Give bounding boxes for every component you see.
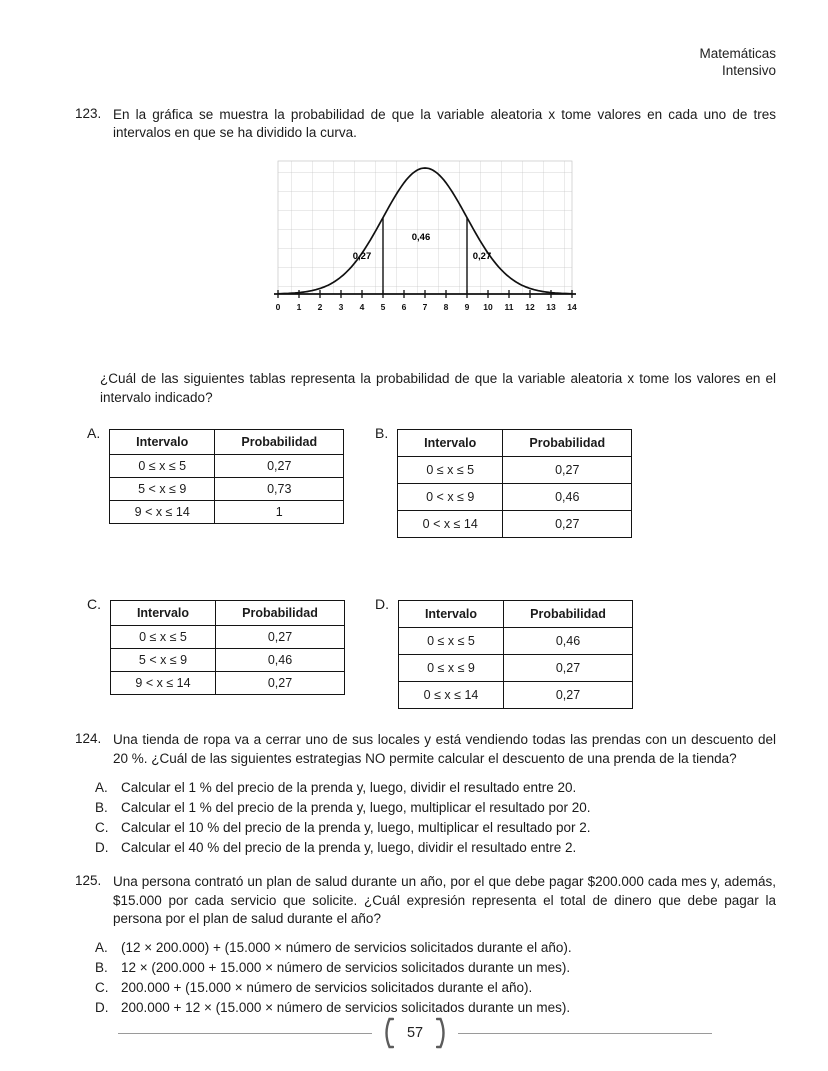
option-a-label: A. (95, 940, 108, 955)
q123-option-a (87, 423, 375, 538)
probability-cell: 0,27 (216, 672, 345, 695)
table-row (111, 626, 345, 649)
svg-text:1: 1 (296, 302, 301, 312)
interval-cell: 0 ≤ x ≤ 5 (111, 626, 216, 649)
q125-option-a (95, 938, 776, 957)
q125-option-c (95, 978, 776, 997)
interval-cell: 0 ≤ x ≤ 14 (399, 682, 504, 709)
option-b-label: B. (95, 799, 108, 815)
table-header-row (111, 601, 345, 626)
col-header-intervalo: Intervalo (110, 430, 215, 455)
probability-cell: 0,46 (504, 628, 633, 655)
probability-cell: 0,27 (215, 455, 344, 478)
probability-cell: 0,73 (215, 478, 344, 501)
q124-option-b (95, 798, 776, 817)
option-b-label: B. (375, 425, 389, 442)
probability-cell: 0,27 (216, 626, 345, 649)
interval-cell: 0 < x ≤ 9 (398, 484, 503, 511)
interval-cell: 9 < x ≤ 14 (110, 501, 215, 524)
probability-cell: 0,46 (216, 649, 345, 672)
svg-text:4: 4 (359, 302, 364, 312)
table-row (398, 511, 632, 538)
col-header-probabilidad: Probabilidad (503, 430, 632, 457)
footer-rule-right (458, 1033, 712, 1034)
region-label-middle: 0,46 (411, 232, 430, 243)
interval-cell: 0 ≤ x ≤ 9 (399, 655, 504, 682)
svg-text:2: 2 (317, 302, 322, 312)
col-header-probabilidad: Probabilidad (504, 601, 633, 628)
region-label-left: 0,27 (352, 251, 371, 262)
q123-option-d (375, 594, 776, 709)
table-header-row (398, 430, 632, 457)
answer-tables-grid (87, 423, 776, 709)
question-123-intro: En la gráfica se muestra la probabilidad de que la variable aleatoria x tome valores en cada uno de tres intervalos en que se ha dividido la curva. (113, 106, 776, 141)
question-124-text: Una tienda de ropa va a cerrar uno de sus locales y está vendiendo todas las prendas con un descuento del 20 %. ¿Cuál de las siguientes estrategias NO permite calcular el descuento de una prenda de la tienda? (113, 732, 776, 766)
table-header-row (399, 601, 633, 628)
option-b-text: Calcular el 1 % del precio de la prenda y, luego, multiplicar el resultado por 20. (121, 799, 591, 815)
q123-table-a (109, 429, 344, 524)
interval-cell: 0 ≤ x ≤ 5 (398, 457, 503, 484)
q123-option-b (375, 423, 776, 538)
col-header-intervalo: Intervalo (398, 430, 503, 457)
interval-cell: 9 < x ≤ 14 (111, 672, 216, 695)
svg-text:6: 6 (401, 302, 406, 312)
question-123 (75, 106, 776, 710)
page-number: 57 (406, 1025, 424, 1041)
q123-table-b (397, 429, 632, 538)
svg-text:5: 5 (380, 302, 385, 312)
option-b-text: 12 × (200.000 + 15.000 × número de servicios solicitados durante un mes). (121, 960, 571, 976)
q125-option-d (95, 998, 776, 1017)
option-c-label: C. (95, 819, 109, 835)
col-header-intervalo: Intervalo (399, 601, 504, 628)
table-row (110, 478, 344, 501)
question-125-text: Una persona contrató un plan de salud durante un año, por el que debe pagar $200.000 cada mes y, además, $15.000 por cada servicio que solicite. ¿Cuál expresión representa el total de dinero que debe pagar la persona por el plan de salud durante el año? (113, 874, 776, 927)
option-d-label: D. (95, 1000, 109, 1016)
option-c-text: 200.000 + (15.000 × número de servicios solicitados durante el año). (121, 980, 533, 996)
option-a-text: Calcular el 1 % del precio de la prenda y, luego, dividir el resultado entre 20. (121, 779, 577, 795)
probability-cell: 0,27 (503, 511, 632, 538)
footer-rule-left (118, 1033, 372, 1034)
interval-cell: 0 < x ≤ 14 (398, 511, 503, 538)
question-125-number: 125. (75, 873, 102, 889)
question-125 (75, 873, 776, 1018)
svg-text:10: 10 (482, 302, 493, 312)
header-subject: Matemáticas (699, 46, 776, 61)
col-header-probabilidad: Probabilidad (215, 430, 344, 455)
svg-text:7: 7 (422, 302, 427, 312)
q124-option-c (95, 818, 776, 837)
col-header-probabilidad: Probabilidad (216, 601, 345, 626)
q125-option-b (95, 958, 776, 977)
option-b-label: B. (95, 960, 108, 976)
interval-cell: 0 ≤ x ≤ 5 (399, 628, 504, 655)
question-124-number: 124. (75, 731, 102, 747)
q123-table-c (110, 600, 345, 695)
svg-text:3: 3 (338, 302, 343, 312)
option-a-label: A. (95, 779, 108, 795)
option-a-label: A. (87, 425, 101, 442)
table-row (399, 628, 633, 655)
svg-text:11: 11 (504, 302, 513, 312)
option-d-text: 200.000 + 12 × (15.000 × número de servicios solicitados durante un mes). (121, 1000, 571, 1016)
table-row (110, 501, 344, 524)
q124-options (95, 778, 776, 858)
table-row (399, 655, 633, 682)
probability-cell: 0,27 (503, 457, 632, 484)
table-row (111, 672, 345, 695)
svg-text:13: 13 (545, 302, 556, 312)
q123-table-d (398, 600, 633, 709)
question-123-prompt: ¿Cuál de las siguientes tablas representa la probabilidad de que la variable aleatoria x tome los valores en el intervalo indicado? (100, 371, 776, 405)
document-header (75, 46, 776, 80)
table-row (398, 484, 632, 511)
probability-graph (270, 153, 582, 324)
svg-text:0: 0 (275, 302, 280, 312)
question-124 (75, 731, 776, 857)
svg-text:8: 8 (443, 302, 448, 312)
svg-text:9: 9 (464, 302, 469, 312)
header-course: Intensivo (721, 62, 776, 78)
table-row (111, 649, 345, 672)
table-row (110, 455, 344, 478)
option-d-label: D. (95, 839, 109, 855)
interval-cell: 5 < x ≤ 9 (111, 649, 216, 672)
option-c-label: C. (95, 980, 109, 996)
option-c-text: Calcular el 10 % del precio de la prenda y, luego, multiplicar el resultado por 2. (121, 819, 591, 835)
option-c-label: C. (87, 596, 101, 613)
normal-curve-chart (270, 153, 582, 321)
col-header-intervalo: Intervalo (111, 601, 216, 626)
interval-cell: 0 ≤ x ≤ 5 (110, 455, 215, 478)
question-123-number: 123. (75, 105, 102, 121)
option-a-text: (12 × 200.000) + (15.000 × número de servicios solicitados durante el año). (121, 940, 572, 955)
q123-option-c (87, 594, 375, 709)
region-label-right: 0,27 (472, 251, 491, 262)
interval-cell: 5 < x ≤ 9 (110, 478, 215, 501)
q124-option-a (95, 778, 776, 797)
grid-background (278, 161, 572, 294)
table-row (398, 457, 632, 484)
left-bracket-icon (381, 1017, 394, 1049)
right-bracket-icon (436, 1017, 449, 1049)
q124-option-d (95, 838, 776, 857)
page-footer (118, 1017, 712, 1049)
probability-cell: 1 (215, 501, 344, 524)
option-d-text: Calcular el 40 % del precio de la prenda y, luego, dividir el resultado entre 2. (121, 839, 577, 855)
option-d-label: D. (375, 596, 389, 613)
probability-cell: 0,27 (504, 655, 633, 682)
svg-text:14: 14 (566, 302, 577, 312)
svg-text:12: 12 (524, 302, 535, 312)
table-header-row (110, 430, 344, 455)
q125-options (95, 938, 776, 1018)
probability-cell: 0,46 (503, 484, 632, 511)
table-row (399, 682, 633, 709)
probability-cell: 0,27 (504, 682, 633, 709)
